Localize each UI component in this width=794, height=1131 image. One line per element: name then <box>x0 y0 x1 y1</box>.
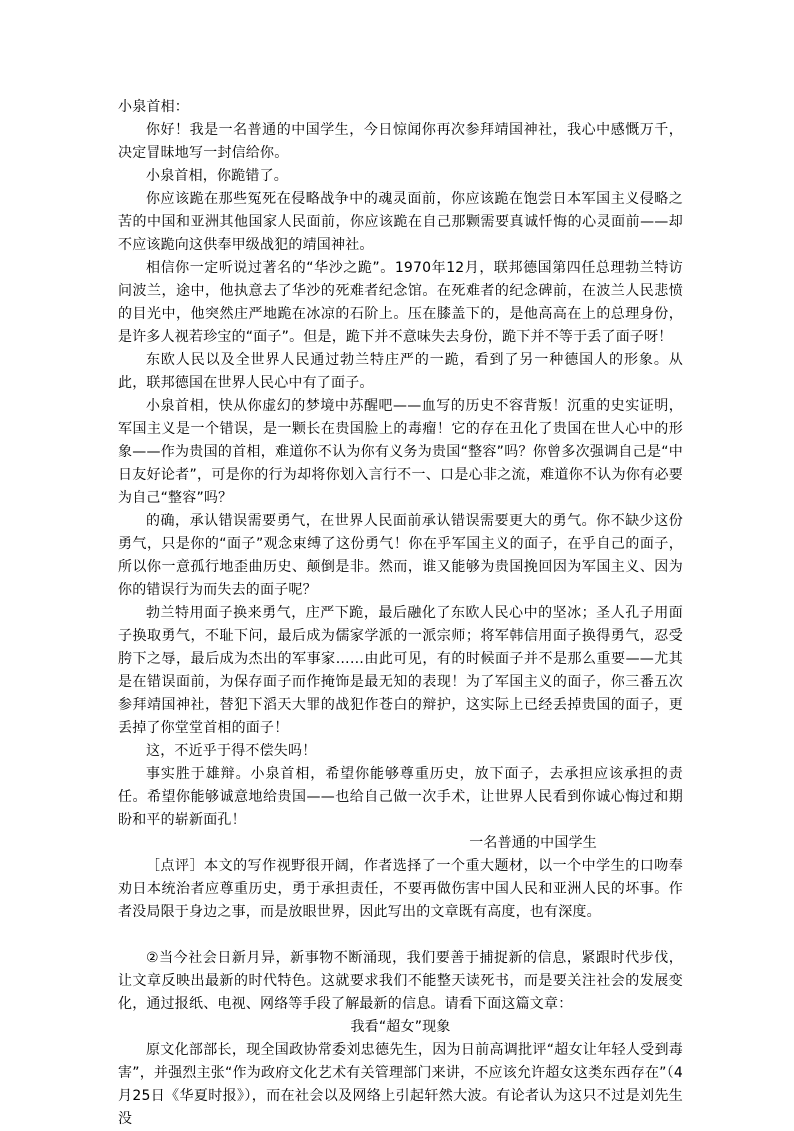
letter-paragraph: 事实胜于雄辩。小泉首相，希望你能够尊重历史，放下面子，去承担应该承担的责任。希望你能够诚意地给贵国——也给自己做一次手术，让世界人民看到你诚心悔过和期盼和平的崭新面孔！ <box>118 766 683 828</box>
letter-paragraph: 你好！我是一名普通的中国学生，今日惊闻你再次参拜靖国神社，我心中感慨万千，决定冒昧地写一封信给你。 <box>118 122 683 161</box>
letter-paragraph: 东欧人民以及全世界人民通过勃兰特庄严的一跪，看到了另一种德国人的形象。从此，联邦德国在世界人民心中有了面子。 <box>118 352 683 391</box>
letter-paragraph: 的确，承认错误需要勇气，在世界人民面前承认错误需要更大的勇气。你不缺少这份勇气，只是你的“面子”观念束缚了这份勇气！你在乎军国主义的面子，在乎自己的面子，所以你一意孤行地歪曲历史、颠倒是非。然而，谁又能够为贵国挽回因为军国主义、因为你的错误行为而失去的面子呢？ <box>118 513 683 598</box>
essay-paragraph: 原文化部部长，现全国政协常委刘忠德先生，因为日前高调批评“超女让年轻人受到毒害”，并强烈主张“作为政府文化艺术有关管理部门来讲，不应该允许超女这类东西存在”（4月25日《华夏时报》），而在社会以及网络上引起轩然大波。有论者认为这只不过是刘先生没 <box>118 1042 683 1127</box>
essay-title: 我看“超女”现象 <box>350 1019 451 1035</box>
letter-paragraph: 勃兰特用面子换来勇气，庄严下跪，最后融化了东欧人民心中的坚冰；圣人孔子用面子换取勇气，不耻下问，最后成为儒家学派的一派宗师；将军韩信用面子换得勇气，忍受胯下之辱，最后成为杰出的军事家……由此可见，有的时候面子并不是那么重要——尤其是在错误面前，为保存面子而作掩饰是最无知的表现！为了军国主义的面子，你三番五次参拜靖国神社，替犯下滔天大罪的战犯作苍白的辩护，这实际上已经丢掉贵国的面子，更丢掉了你堂堂首相的面子！ <box>118 605 683 736</box>
letter-signature: 一名普通的中国学生 <box>469 835 597 851</box>
document-body <box>118 96 683 1131</box>
commentary-paragraph: ［点评］本文的写作视野很开阔，作者选择了一个重大题材，以一个中学生的口吻奉劝日本统治者应尊重历史，勇于承担责任，不要再做伤害中国人民和亚洲人民的坏事。作者没局限于身边之事，而是放眼世界，因此写出的文章既有高度，也有深度。 <box>118 858 683 920</box>
letter-paragraph: 小泉首相，快从你虚幻的梦境中苏醒吧——血写的历史不容背叛！沉重的史实证明，军国主义是一个错误，是一颗长在贵国脸上的毒瘤！它的存在丑化了贵国在世人心中的形象——作为贵国的首相，难道你不认为你有义务为贵国“整容”吗？你曾多次强调自己是“中日友好论者”，可是你的行为却将你划入言行不一、口是心非之流，难道你不认为你有必要为自己“整容”吗？ <box>118 398 683 506</box>
letter-paragraph: 你应该跪在那些冤死在侵略战争中的魂灵面前，你应该跪在饱尝日本军国主义侵略之苦的中国和亚洲其他国家人民面前，你应该跪在自己那颗需要真诚忏悔的心灵面前——却不应该跪向这供奉甲级战犯的靖国神社。 <box>118 191 683 253</box>
letter-paragraph: 小泉首相，你跪错了。 <box>146 168 288 184</box>
letter-paragraph: 相信你一定听说过著名的“华沙之跪”。1970年12月，联邦德国第四任总理勃兰特访问波兰，途中，他执意去了华沙的死难者纪念馆。在死难者的纪念碑前，在波兰人民悲愤的目光中，他突然庄严地跪在冰凉的石阶上。压在膝盖下的，是他高高在上的总理身份，是许多人视若珍宝的“面子”。但是，跪下并不意味失去身份，跪下并不等于丢了面子呀！ <box>118 260 683 345</box>
salutation: 小泉首相： <box>118 99 189 115</box>
letter-paragraph: 这，不近乎于得不偿失吗！ <box>146 743 317 759</box>
section-paragraph: ②当今社会日新月异，新事物不断涌现，我们要善于捕捉新的信息，紧跟时代步伐，让文章反映出最新的时代特色。这就要求我们不能整天读死书，而是要关注社会的发展变化，通过报纸、电视、网络等手段了解最新的信息。请看下面这篇文章： <box>118 950 683 1012</box>
paragraph-gap <box>118 924 683 947</box>
